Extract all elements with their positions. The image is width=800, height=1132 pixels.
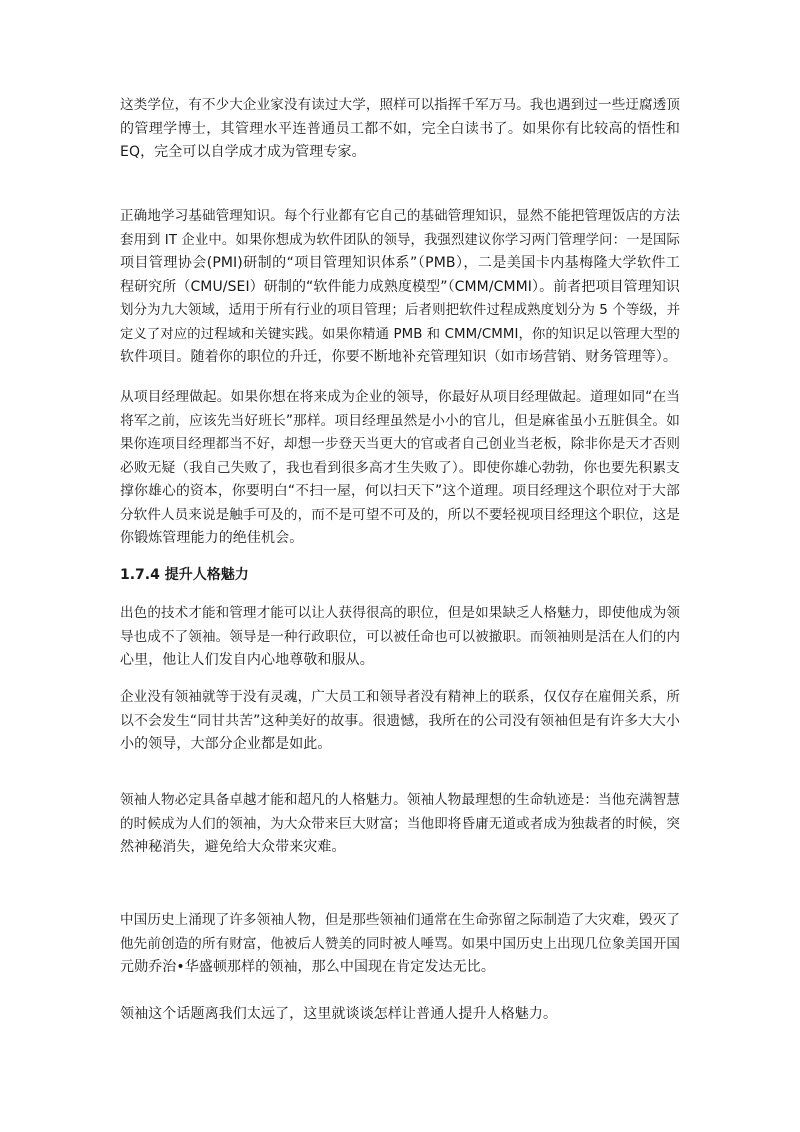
text-line: 出色的技术才能和管理才能可以让人获得很高的职位，但是如果缺乏人格魅力，即使他成为领	[120, 605, 680, 621]
text-line: 心里，他让人们发自内心地尊敬和服从。	[120, 652, 374, 668]
text-line: 划分为九大领域，适用于所有行业的项目管理；后者则把软件过程成熟度划分为 5 个等级，并	[120, 302, 681, 318]
paragraph-company-soul	[120, 686, 680, 757]
text-line: 分软件人员来说是触手可及的，而不是可望不可及的，所以不要轻视项目经理这个职位，这是	[120, 506, 680, 523]
text-line: 撑你雄心的资本，你要明白“不扫一屋，何以扫天下”这个道理。项目经理这个职位对于大部	[120, 483, 680, 499]
text-line: 果你连项目经理都当不好，却想一步登天当更大的官或者自己创业当老板，除非你是天才否则	[120, 436, 680, 452]
paragraph-self-study	[120, 94, 680, 165]
text-line: 的管理学博士，其管理水平连普通员工都不如，完全白读书了。如果你有比较高的悟性和	[120, 120, 680, 137]
text-line: 套用到 IT 企业中。如果你想成为软件团队的领导，我强烈建议你学习两门管理学问：一是国际	[120, 232, 680, 248]
text-line: 企业没有领袖就等于没有灵魂，广大员工和领导者没有精神上的联系，仅仅存在雇佣关系，所	[120, 689, 680, 705]
text-line: EQ，完全可以自学成才成为管理专家。	[120, 144, 366, 160]
text-line: 程研究所（CMU/SEI）研制的“软件能力成熟度模型”（CMM/CMMI）。前者把项目管理知识	[120, 278, 680, 295]
text-line: 正确地学习基础管理知识。每个行业都有它自己的基础管理知识，显然不能把管理饭店的方法	[120, 208, 680, 224]
text-line: 必败无疑（我自己失败了，我也看到很多高才生失败了）。即使你雄心勃勃，你也要先积累支	[120, 459, 680, 476]
text-line: 领袖这个话题离我们太远了，这里就谈谈怎样让普通人提升人格魅力。	[120, 1006, 558, 1022]
text-line: 导也成不了领袖。领导是一种行政职位，可以被任命也可以被撤职。而领袖则是活在人们的内	[120, 628, 680, 645]
text-line: 以不会发生“同甘共苦”这种美好的故事。很遗憾，我所在的公司没有领袖但是有许多大大小	[120, 712, 680, 729]
text-line: 领袖人物必定具备卓越才能和超凡的人格魅力。领袖人物最理想的生命轨迹是：当他充满智慧	[120, 792, 680, 808]
text-line: 这类学位，有不少大企业家没有读过大学，照样可以指挥千军万马。我也遇到过一些迂腐透顶	[120, 97, 680, 113]
text-line: 软件项目。随着你的职位的升迁，你要不断地补充管理知识（如市场营销、财务管理等）。	[120, 349, 677, 365]
text-line: 然神秘消失，避免给大众带来灾难。	[120, 839, 346, 855]
text-line: 元勋乔治•华盛顿那样的领袖，那么中国现在肯定发达无比。	[120, 959, 495, 975]
paragraph-basic-management-knowledge	[120, 205, 680, 370]
text-line: 将军之前，应该先当好班长”那样。项目经理虽然是小小的官儿，但是麻雀虽小五脏俱全。如	[120, 412, 680, 429]
paragraph-chinese-history	[120, 909, 680, 980]
paragraph-project-manager	[120, 386, 680, 551]
paragraph-leader-trajectory	[120, 789, 680, 860]
text-line: 中国历史上涌现了许多领袖人物，但是那些领袖们通常在生命弥留之际制造了大灾难，毁灭了	[120, 912, 680, 928]
text-line: 小的领导，大部分企业都是如此。	[120, 736, 332, 752]
text-line: 他先前创造的所有财富，他被后人赞美的同时被人唾骂。如果中国历史上出现几位象美国开国	[120, 935, 680, 952]
text-line: 项目管理协会(PMI)研制的“项目管理知识体系”（PMB），二是美国卡内基梅隆大学软件工	[120, 255, 680, 271]
paragraph-conclusion	[120, 1003, 680, 1027]
text-line: 从项目经理做起。如果你想在将来成为企业的领导，你最好从项目经理做起。道理如同“在当	[120, 389, 680, 405]
paragraph-charisma-intro	[120, 602, 680, 673]
text-line: 的时候成为人们的领袖，为大众带来巨大财富；当他即将昏庸无道或者成为独裁者的时候，突	[120, 815, 680, 832]
text-line: 你锻炼管理能力的绝佳机会。	[120, 530, 304, 546]
text-line: 定义了对应的过程域和关键实践。如果你精通 PMB 和 CMM/CMMI，你的知识足以管理大型的	[120, 326, 680, 342]
section-heading: 1.7.4 提升人格魅力	[120, 567, 249, 583]
